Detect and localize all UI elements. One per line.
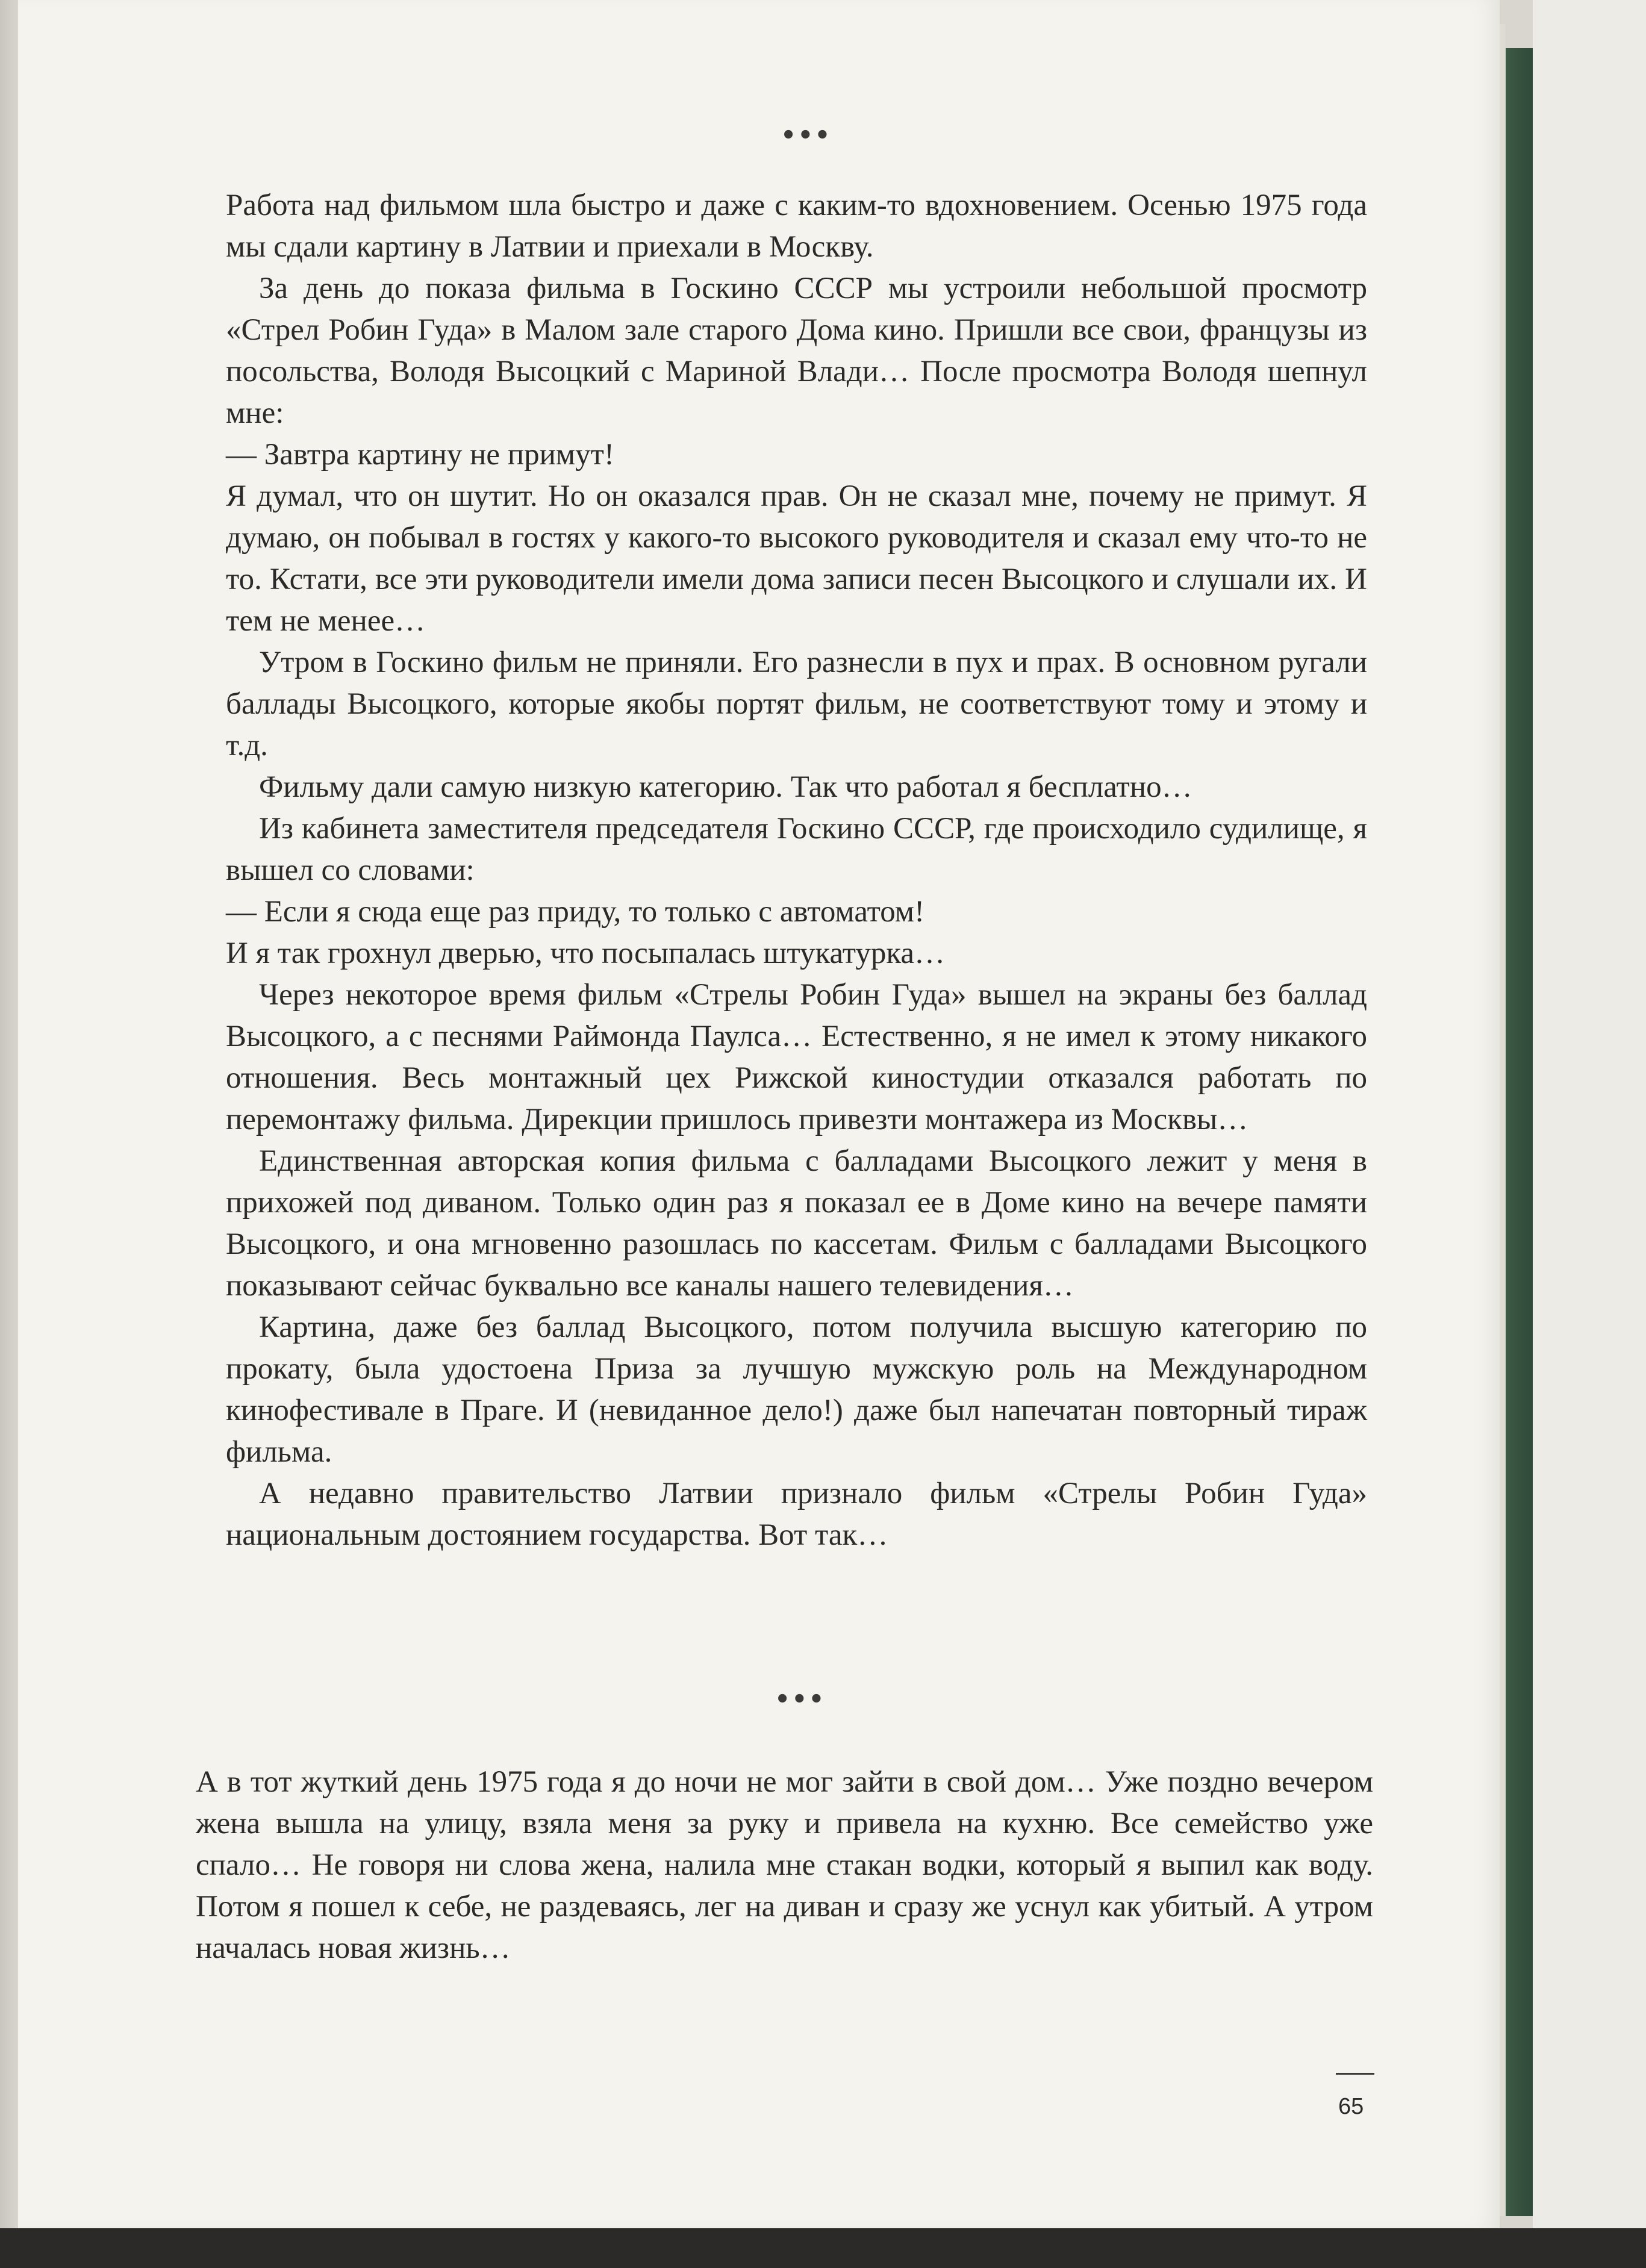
page-number-rule (1336, 2073, 1374, 2075)
book-cover-edge (1506, 48, 1533, 2216)
paragraph: Единственная авторская копия фильма с балладами Высоцкого лежит у меня в прихожей под диваном. Только один раз я показал ее в Доме кино на вечере памяти Высоцкого, и она мгновенно разошлась по кассетам. Фильм с балладами Высоцкого показывают сейчас буквально все каналы нашего телевидения… (226, 1144, 1367, 1303)
paragraph: Я думал, что он шутит. Но он оказался прав. Он не сказал мне, почему не примут. Я думаю, он побывал в гостях у какого-то высокого руководителя и сказал ему что-то не то. Кстати, все эти руководители имели дома записи песен Высоцкого и слушали их. И тем не менее… (226, 479, 1367, 638)
paragraph: И я так грохнул дверью, что посыпалась штукатурка… (226, 936, 946, 970)
section-2-text (196, 1762, 1373, 1969)
paragraph: Картина, даже без баллад Высоцкого, потом получила высшую категорию по прокату, была удостоена Приза за лучшую мужскую роль на Международном кинофестивале в Праге. И (невиданное дело!) даже был напечатан повторный тираж фильма. (226, 1310, 1367, 1469)
paragraph: Фильму дали самую низкую категорию. Так что работал я бесплатно… (259, 770, 1192, 804)
page-number: 65 (1338, 2094, 1364, 2119)
section-ornament-top: ••• (783, 117, 834, 152)
table-shadow (0, 2228, 1646, 2268)
section-1-text (226, 185, 1367, 1556)
paragraph: — Завтра картину не примут! (226, 438, 614, 472)
section-ornament-middle: ••• (777, 1681, 828, 1716)
paragraph: А недавно правительство Латвии признало фильм «Стрелы Робин Гуда» национальным достоянием государства. Вот так… (226, 1477, 1367, 1552)
paragraph: — Если я сюда еще раз приду, то только с автоматом! (226, 895, 925, 929)
paragraph: Из кабинета заместителя председателя Госкино СССР, где происходило судилище, я вышел со словами: (226, 812, 1367, 887)
table-surface (1533, 0, 1646, 2268)
paragraph: Работа над фильмом шла быстро и даже с каким-то вдохновением. Осенью 1975 года мы сдали картину в Латвии и приехали в Москву. (226, 188, 1367, 264)
paragraph: Через некоторое время фильм «Стрелы Робин Гуда» вышел на экраны без баллад Высоцкого, а с песнями Раймонда Паулса… Естественно, я не имел к этому никакого отношения. Весь монтажный цех Рижской киностудии отказался работать по перемонтажу фильма. Дирекции пришлось привезти монтажера из Москвы… (226, 978, 1367, 1136)
paragraph: Утром в Госкино фильм не приняли. Его разнесли в пух и прах. В основном ругали баллады Высоцкого, которые якобы портят фильм, не соответствуют тому и этому и т.д. (226, 646, 1367, 762)
paragraph: А в тот жуткий день 1975 года я до ночи не мог зайти в свой дом… Уже поздно вечером жена вышла на улицу, взяла меня за руку и привела на кухню. Все семейство уже спало… Не говоря ни слова жена, налила мне стакан водки, который я выпил как воду. Потом я пошел к себе, не раздеваясь, лег на диван и сразу же уснул как убитый. А утром началась новая жизнь… (196, 1765, 1373, 1965)
paragraph: За день до показа фильма в Госкино СССР мы устроили небольшой просмотр «Стрел Робин Гуда» в Малом зале старого Дома кино. Пришли все свои, французы из посольства, Володя Высоцкий с Мариной Влади… После просмотра Володя шепнул мне: (226, 272, 1367, 430)
